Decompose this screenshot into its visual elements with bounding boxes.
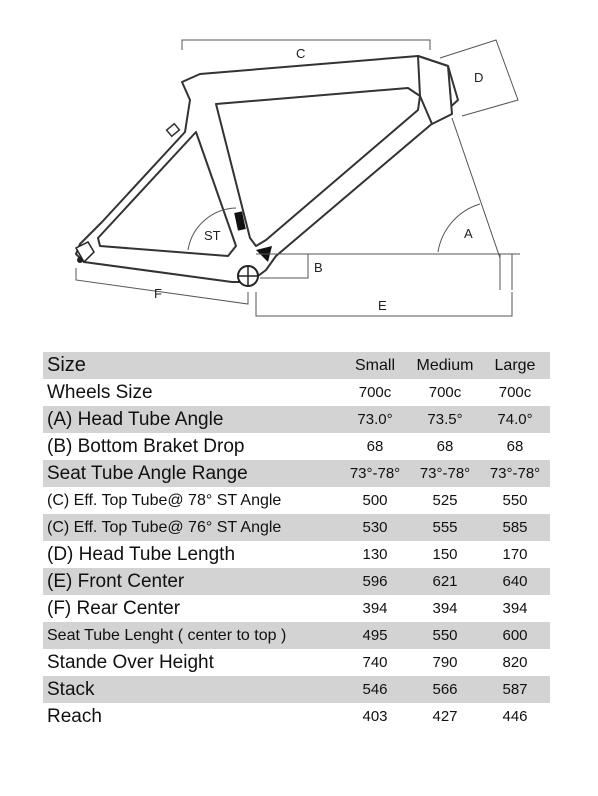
table-row xyxy=(43,568,550,595)
row-value: 621 xyxy=(432,573,458,590)
row-label: (C) Eff. Top Tube@ 76° ST Angle xyxy=(47,518,282,536)
row-label: (A) Head Tube Angle xyxy=(47,408,224,430)
table-row xyxy=(43,541,550,568)
row-value: 403 xyxy=(362,708,388,725)
row-value: 550 xyxy=(432,627,458,644)
label-e: E xyxy=(378,298,387,313)
row-value: 130 xyxy=(362,546,388,563)
table-row xyxy=(43,406,550,433)
rear-axle xyxy=(77,257,83,263)
row-value: 394 xyxy=(362,600,388,617)
row-label: Wheels Size xyxy=(47,381,153,403)
row-value: 446 xyxy=(502,708,528,725)
table-row xyxy=(43,622,550,649)
row-value: 525 xyxy=(432,492,458,509)
row-value: 68 xyxy=(366,438,384,455)
row-label: Stande Over Height xyxy=(47,651,214,673)
row-value: 530 xyxy=(362,519,388,536)
row-value: 790 xyxy=(432,654,458,671)
row-label: Reach xyxy=(47,705,102,727)
table-row xyxy=(43,433,550,460)
header-size-medium: Medium xyxy=(416,356,474,374)
row-value: 427 xyxy=(432,708,458,725)
row-label: Stack xyxy=(47,678,95,700)
row-value: 394 xyxy=(432,600,458,617)
main-triangle xyxy=(216,88,420,246)
row-value: 587 xyxy=(502,681,528,698)
row-value: 820 xyxy=(502,654,528,671)
row-value: 566 xyxy=(432,681,458,698)
label-f: F xyxy=(154,286,162,301)
row-label: (B) Bottom Braket Drop xyxy=(47,435,245,457)
row-value: 640 xyxy=(502,573,528,590)
row-value: 700c xyxy=(498,384,532,401)
row-value: 585 xyxy=(502,519,528,536)
label-b: B xyxy=(314,260,323,275)
row-value: 170 xyxy=(502,546,528,563)
row-value: 495 xyxy=(362,627,388,644)
row-value: 68 xyxy=(506,438,524,455)
row-value: 596 xyxy=(362,573,388,590)
row-value: 550 xyxy=(502,492,528,509)
row-value: 73.0° xyxy=(357,411,393,428)
label-d: D xyxy=(474,70,484,85)
row-value: 73°-78° xyxy=(419,465,471,482)
label-c: C xyxy=(296,46,306,61)
row-value: 700c xyxy=(358,384,392,401)
row-value: 150 xyxy=(432,546,458,563)
table-row xyxy=(43,703,550,730)
row-value: 394 xyxy=(502,600,528,617)
table-row xyxy=(43,676,550,703)
row-value: 600 xyxy=(502,627,528,644)
frame-geometry-diagram xyxy=(0,0,598,340)
row-value: 700c xyxy=(428,384,462,401)
row-label: (E) Front Center xyxy=(47,570,185,592)
row-value: 73.5° xyxy=(427,411,463,428)
row-label: Seat Tube Angle Range xyxy=(47,462,248,484)
row-label: (D) Head Tube Length xyxy=(47,543,236,565)
dim-a-arc xyxy=(438,204,480,252)
row-value: 546 xyxy=(362,681,388,698)
header-size-small: Small xyxy=(354,356,395,374)
table-row xyxy=(43,487,550,514)
label-a: A xyxy=(464,226,473,241)
row-label: (C) Eff. Top Tube@ 78° ST Angle xyxy=(47,491,282,509)
row-value: 68 xyxy=(436,438,454,455)
row-value: 500 xyxy=(362,492,388,509)
header-size-large: Large xyxy=(494,356,536,374)
label-st: ST xyxy=(204,228,221,243)
seat-clamp xyxy=(167,124,180,137)
row-label: (F) Rear Center xyxy=(47,597,181,619)
row-value: 740 xyxy=(362,654,388,671)
header-label: Size xyxy=(47,354,86,376)
row-value: 74.0° xyxy=(497,411,533,428)
row-value: 73°-78° xyxy=(349,465,401,482)
table-row xyxy=(43,649,550,676)
dim-a-steer xyxy=(452,118,500,258)
table-row xyxy=(43,379,550,406)
row-value: 73°-78° xyxy=(489,465,541,482)
row-value: 555 xyxy=(432,519,458,536)
table-row xyxy=(43,460,550,487)
dim-c-line xyxy=(182,40,430,50)
table-row xyxy=(43,595,550,622)
table-body xyxy=(43,379,550,730)
row-label: Seat Tube Lenght ( center to top ) xyxy=(47,626,287,644)
table-row xyxy=(43,514,550,541)
geometry-table xyxy=(43,352,550,730)
table-header-row xyxy=(43,352,550,379)
